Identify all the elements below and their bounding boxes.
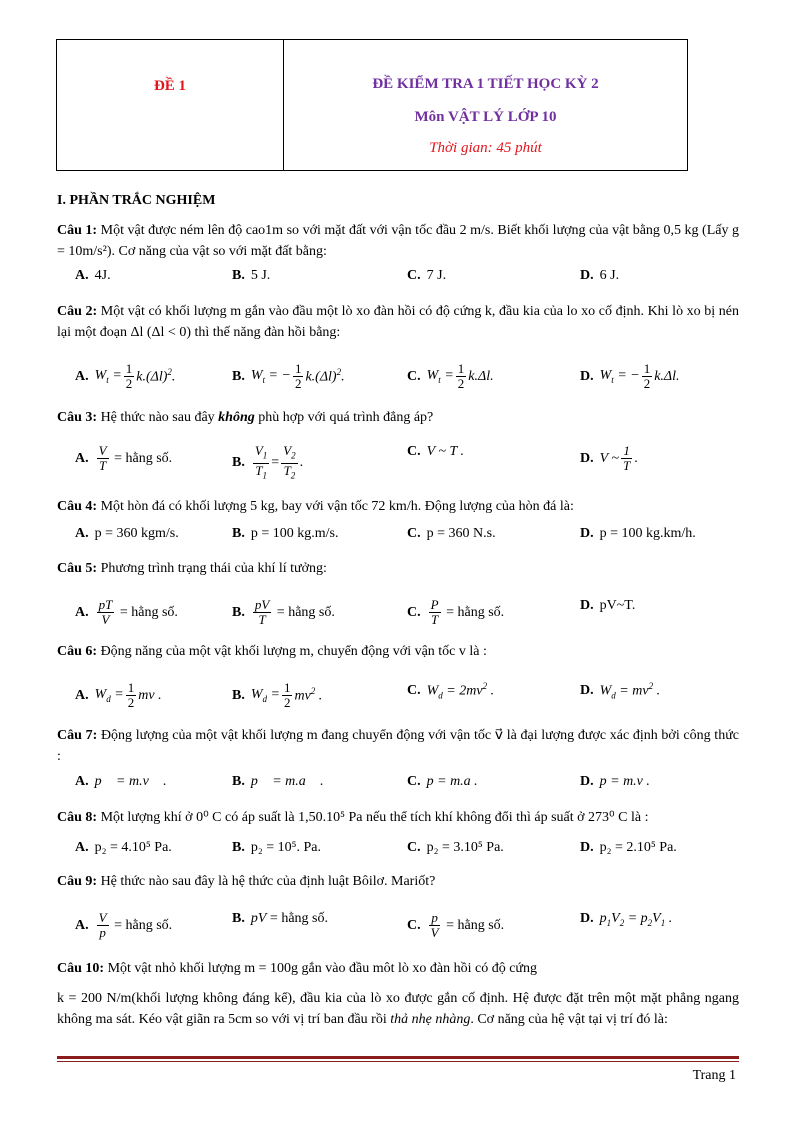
option-a[interactable]: A. $W_t$ = $\frac{1}{2}$ $k.(\Delta l)^2$.: [75, 361, 176, 391]
question-7: [57, 725, 739, 767]
options-8: [75, 840, 735, 864]
option-a[interactable]: A. p = 360 kgm/s.: [75, 526, 179, 541]
option-d[interactable]: D. $W_t$ = − $\frac{1}{2}$ k.Δl.: [580, 361, 680, 391]
option-a[interactable]: A. 4J.: [75, 268, 111, 283]
option-c[interactable]: C. $W_t$ = $\frac{1}{2}$ k.Δl.: [407, 361, 494, 391]
header-left-cell: [57, 40, 284, 170]
option-d[interactable]: D. $p_1V_2 = p_2V_1$ .: [580, 911, 673, 928]
option-b[interactable]: B. $W_d$ = $\frac{1}{2}$ $mv^2$ .: [232, 680, 323, 710]
question-number: Câu 6:: [57, 644, 98, 659]
question-text: Phương trình trạng thái của khí lí tưởng:: [100, 561, 327, 576]
option-d[interactable]: D. p = m.v .: [580, 774, 650, 789]
question-number: Câu 8:: [57, 810, 98, 825]
question-text: Một hòn đá có khối lượng 5 kg, bay với vận tốc 72 km/h. Động lượng của hòn đá là:: [100, 499, 574, 514]
question-8: [57, 807, 739, 828]
option-b[interactable]: B. p = 100 kg.m/s.: [232, 526, 339, 541]
options-3: [75, 443, 735, 481]
options-6: [75, 680, 735, 710]
option-c[interactable]: C. $W_d = 2mv^2$ .: [407, 681, 495, 701]
question-text: Hệ thức nào sau đây là hệ thức của định luật Bôilơ. Mariốt?: [100, 874, 436, 889]
exam-code: ĐỀ 1: [153, 78, 187, 94]
question-number: Câu 2:: [57, 304, 98, 319]
option-d[interactable]: D. p₂ = 2.10⁵ Pa.: [580, 840, 677, 855]
option-c[interactable]: C. $\frac{p}{V}$ = hằng số.: [407, 910, 505, 940]
options-9: [75, 910, 735, 940]
option-a[interactable]: A. p₂ = 4.10⁵ Pa.: [75, 840, 172, 855]
exam-title: ĐỀ KIỂM TRA 1 TIẾT HỌC KỲ 2: [372, 76, 599, 92]
option-d[interactable]: D. pV~T.: [580, 598, 636, 613]
option-d[interactable]: D. 6 J.: [580, 268, 620, 283]
header-box: [56, 39, 688, 171]
option-c[interactable]: C. p = 360 N.s.: [407, 526, 496, 541]
question-text: Một vật được ném lên độ cao1m so với mặt đất với vận tốc đầu 2 m/s. Biết khối lượng của vật bằng 0,5 kg (Lấy g = 10m/s²). Cơ năng của vật so với mặt đất bằng:: [57, 223, 740, 259]
option-c[interactable]: C. V ~ T .: [407, 444, 465, 459]
option-b[interactable]: B. pV = hằng số.: [232, 911, 328, 926]
page-number: Trang 1: [692, 1068, 736, 1083]
options-2: [75, 361, 735, 391]
question-text: Một vật có khối lượng m gắn vào đầu một lò xo đàn hồi có độ cứng k, đầu kia của lo xo cố định. Khi lò xo bị nén lại một đoạn Δl (Δl < 0) thì thế năng đàn hồi bằng:: [57, 304, 740, 340]
question-4: [57, 496, 739, 517]
option-b[interactable]: B. 5 J.: [232, 268, 271, 283]
question-6: [57, 641, 739, 662]
question-text: Một lượng khí ở 0⁰ C có áp suất là 1,50.10⁵ Pa nếu thể tích khí không đổi thì áp suất ở 273⁰ C là :: [100, 810, 649, 825]
option-d[interactable]: D. V ~ $\frac{1}{T}$ .: [580, 443, 638, 473]
footer-divider-thin: [57, 1061, 739, 1062]
exam-subject: Môn VẬT LÝ LỚP 10: [414, 109, 557, 125]
question-2: [57, 301, 739, 343]
exam-time: Thời gian: 45 phút: [429, 140, 542, 156]
option-b[interactable]: B. p₂ = 10⁵. Pa.: [232, 840, 322, 855]
option-b[interactable]: B. $\frac{pV}{T}$ = hằng số.: [232, 597, 335, 627]
option-b[interactable]: B. $W_t$ = − $\frac{1}{2}$ $k.(\Delta l)^2$.: [232, 361, 345, 391]
option-a[interactable]: A. $\frac{V}{p}$ = hằng số.: [75, 910, 173, 940]
options-1: [75, 268, 735, 292]
footer-divider: [57, 1056, 739, 1059]
options-7: [75, 774, 735, 798]
question-text: Động lượng của một vật khối lượng m đang chuyển động với vận tốc v⃗ là đại lượng được xác định bởi công thức :: [57, 728, 740, 764]
question-3: Câu 3: Hệ thức nào sau đây không phù hợp với quá trình đẳng áp?: [57, 410, 434, 425]
question-number: Câu 7:: [57, 728, 98, 743]
option-d[interactable]: D. $W_d = mv^2$ .: [580, 681, 661, 701]
options-5: [75, 597, 735, 627]
question-5: [57, 558, 739, 579]
option-b[interactable]: B. p⃗ = m.a⃗ .: [232, 774, 324, 789]
question-number: Câu 4:: [57, 499, 98, 514]
question-number: Câu 10:: [57, 961, 105, 976]
option-d[interactable]: D. p = 100 kg.km/h.: [580, 526, 696, 541]
options-4: [75, 526, 735, 550]
question-9: [57, 871, 739, 892]
option-a[interactable]: A. $W_d$ = $\frac{1}{2}$ mv .: [75, 680, 162, 710]
question-number: Câu 9:: [57, 874, 98, 889]
question-10-continued: k = 200 N/m(khối lượng không đáng kể), đầu kia của lò xo được gắn cố định. Hệ được đặt trên một mặt phẳng ngang không ma sát. Kéo vật giãn ra 5cm so với vị trí ban đầu rồi thả nhẹ nhàng. Cơ năng của hệ vật tại vị trí đó là:: [57, 991, 739, 1027]
option-c[interactable]: C. $\frac{P}{T}$ = hằng số.: [407, 597, 505, 627]
question-1: [57, 220, 739, 262]
question-number: Câu 5:: [57, 561, 98, 576]
option-a[interactable]: A. $\frac{pT}{V}$ = hằng số.: [75, 597, 178, 627]
question-10: Câu 10: Một vật nhỏ khối lượng m = 100g gắn vào đầu môt lò xo đàn hồi có độ cứng: [57, 961, 537, 976]
header-right-cell: [284, 40, 687, 170]
question-text: Động năng của một vật khối lượng m, chuyển động với vận tốc v là :: [100, 644, 487, 659]
question-number: Câu 3:: [57, 410, 98, 425]
section-title: I. PHẦN TRẮC NGHIỆM: [57, 193, 216, 208]
option-a[interactable]: A. p⃗ = m.v⃗ .: [75, 774, 167, 789]
question-number: Câu 1:: [57, 223, 98, 238]
option-c[interactable]: C. p = m.a .: [407, 774, 478, 789]
option-a[interactable]: A. $\frac{V}{T}$ = hằng số.: [75, 443, 173, 473]
option-c[interactable]: C. p₂ = 3.10⁵ Pa.: [407, 840, 504, 855]
option-b[interactable]: B. $\frac{V_1}{T_1}$ = $\frac{V_2}{T_2}$ .: [232, 443, 304, 481]
option-c[interactable]: C. 7 J.: [407, 268, 447, 283]
